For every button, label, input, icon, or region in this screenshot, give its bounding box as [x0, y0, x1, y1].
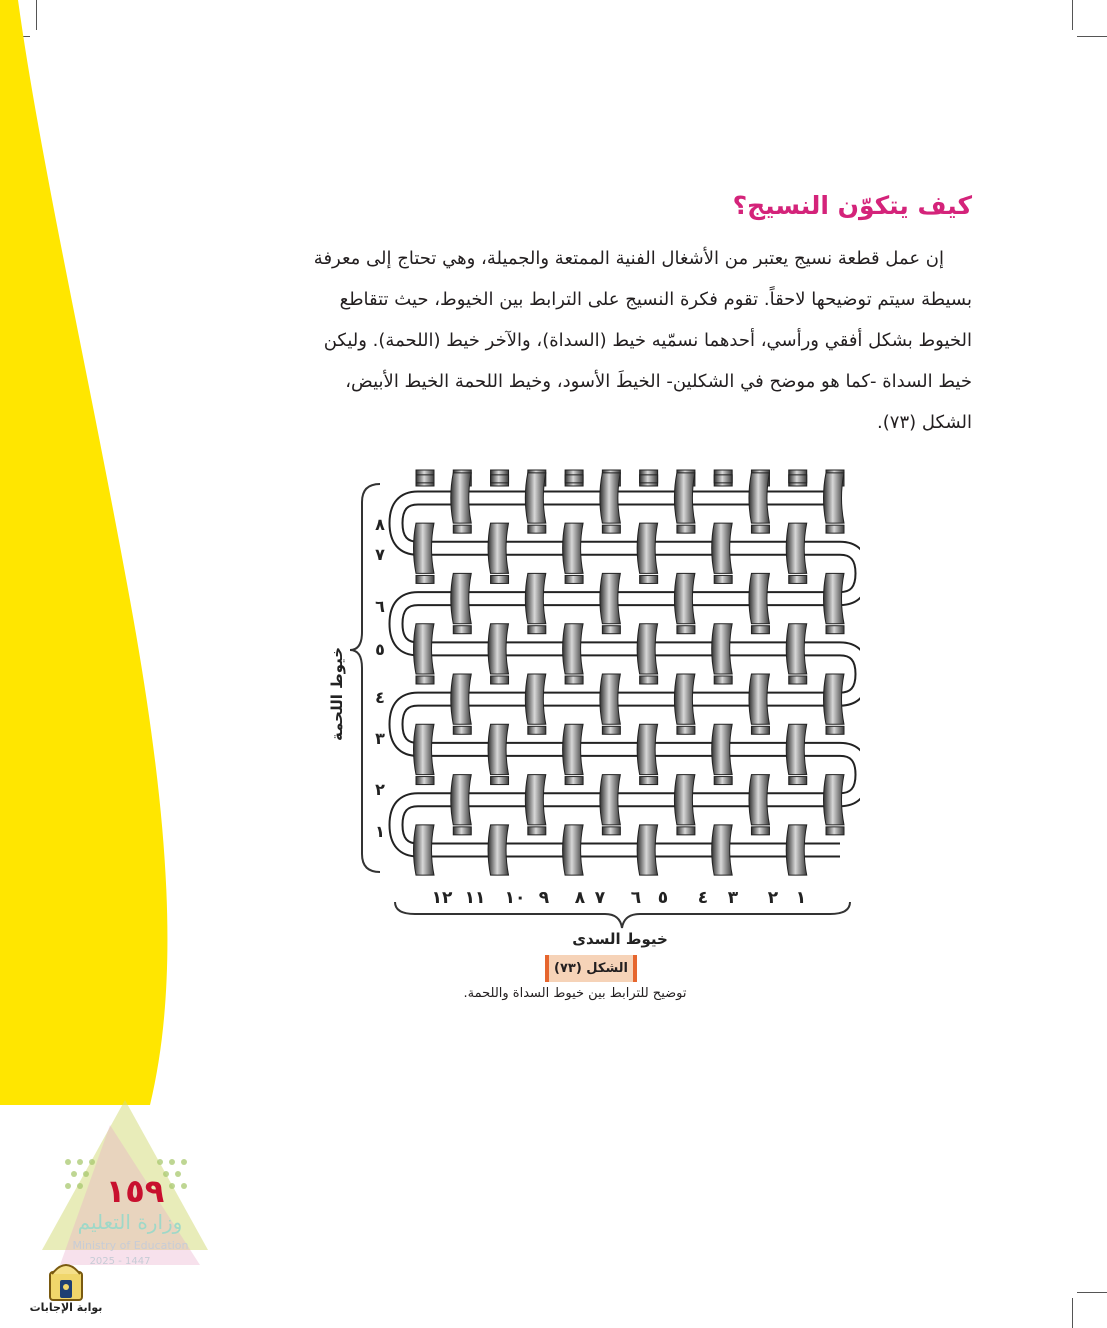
page-number: ١٥٩ — [105, 1172, 165, 1210]
warp-number: ١ — [795, 888, 807, 908]
weft-number: ١ — [375, 822, 385, 841]
warp-number: ٣ — [727, 888, 739, 908]
weft-number: ٣ — [375, 729, 385, 748]
warp-thread — [786, 470, 807, 875]
logo-text: بوابة الإجابات — [29, 1301, 103, 1314]
paragraph-line: الخيوط بشكل أفقي ورأسي، أحدهما نسمّيه خيط (السداة)، والآخر خيط (اللحمة). وليكن — [323, 330, 972, 351]
weft-number: ٥ — [375, 640, 385, 659]
warp-number: ٩ — [538, 888, 550, 908]
warp-number: ٤ — [697, 888, 709, 908]
figure-caption-label: الشكل (٧٣) — [545, 955, 637, 982]
paragraph-line: الشكل (٧٣). — [877, 412, 972, 433]
figure-caption-text: توضيح للترابط بين خيوط السداة واللحمة. — [463, 986, 687, 1001]
weft-number: ٢ — [375, 780, 385, 799]
warp-thread — [712, 470, 733, 875]
warp-thread — [414, 470, 435, 875]
warp-number: ٢ — [767, 888, 779, 908]
body-paragraph — [200, 238, 972, 443]
weft-brace — [350, 484, 380, 872]
warp-thread — [488, 470, 509, 875]
warp-thread — [637, 470, 658, 875]
warp-number: ١٠ — [504, 888, 526, 908]
warp-number: ١٢ — [431, 888, 453, 908]
warp-thread — [563, 470, 584, 875]
weft-number: ٤ — [375, 688, 385, 707]
warp-number: ٨ — [574, 888, 586, 908]
weft-number: ٧ — [375, 545, 385, 564]
weft-number: ٦ — [375, 597, 385, 616]
watermark-english: Ministry of Education — [72, 1239, 189, 1252]
paragraph-line: خيط السداة -كما هو موضح في الشكلين- الخيطَ الأسود، وخيط اللحمة الخيط الأبيض، — [345, 371, 972, 392]
weft-number: ٨ — [375, 515, 385, 534]
section-heading: كيف يتكوّن النسيج؟ — [732, 191, 972, 220]
warp-number: ٦ — [630, 888, 642, 908]
logo-icon — [44, 1258, 88, 1302]
warp-number: ٧ — [594, 888, 606, 908]
watermark-arabic: وزارة التعليم — [77, 1210, 183, 1234]
paragraph-line: إن عمل قطعة نسيج يعتبر من الأشغال الفنية الممتعة والجميلة، وهي تحتاج إلى معرفة — [313, 248, 944, 269]
weave-figure — [320, 462, 860, 952]
paragraph-line: بسيطة سيتم توضيحها لاحقاً. تقوم فكرة النسيج على الترابط بين الخيوط، حيث تتقاطع — [339, 289, 972, 310]
watermark-year: 2025 - 1447 — [89, 1256, 151, 1267]
warp-number: ١١ — [464, 888, 486, 908]
warp-number: ٥ — [657, 888, 669, 908]
yellow-margin-shape — [0, 0, 167, 1105]
weft-label: خيوط اللحمة — [328, 647, 346, 741]
warp-brace — [395, 902, 850, 928]
warp-label: خيوط السدى — [572, 930, 668, 948]
warp-threads — [414, 470, 845, 875]
